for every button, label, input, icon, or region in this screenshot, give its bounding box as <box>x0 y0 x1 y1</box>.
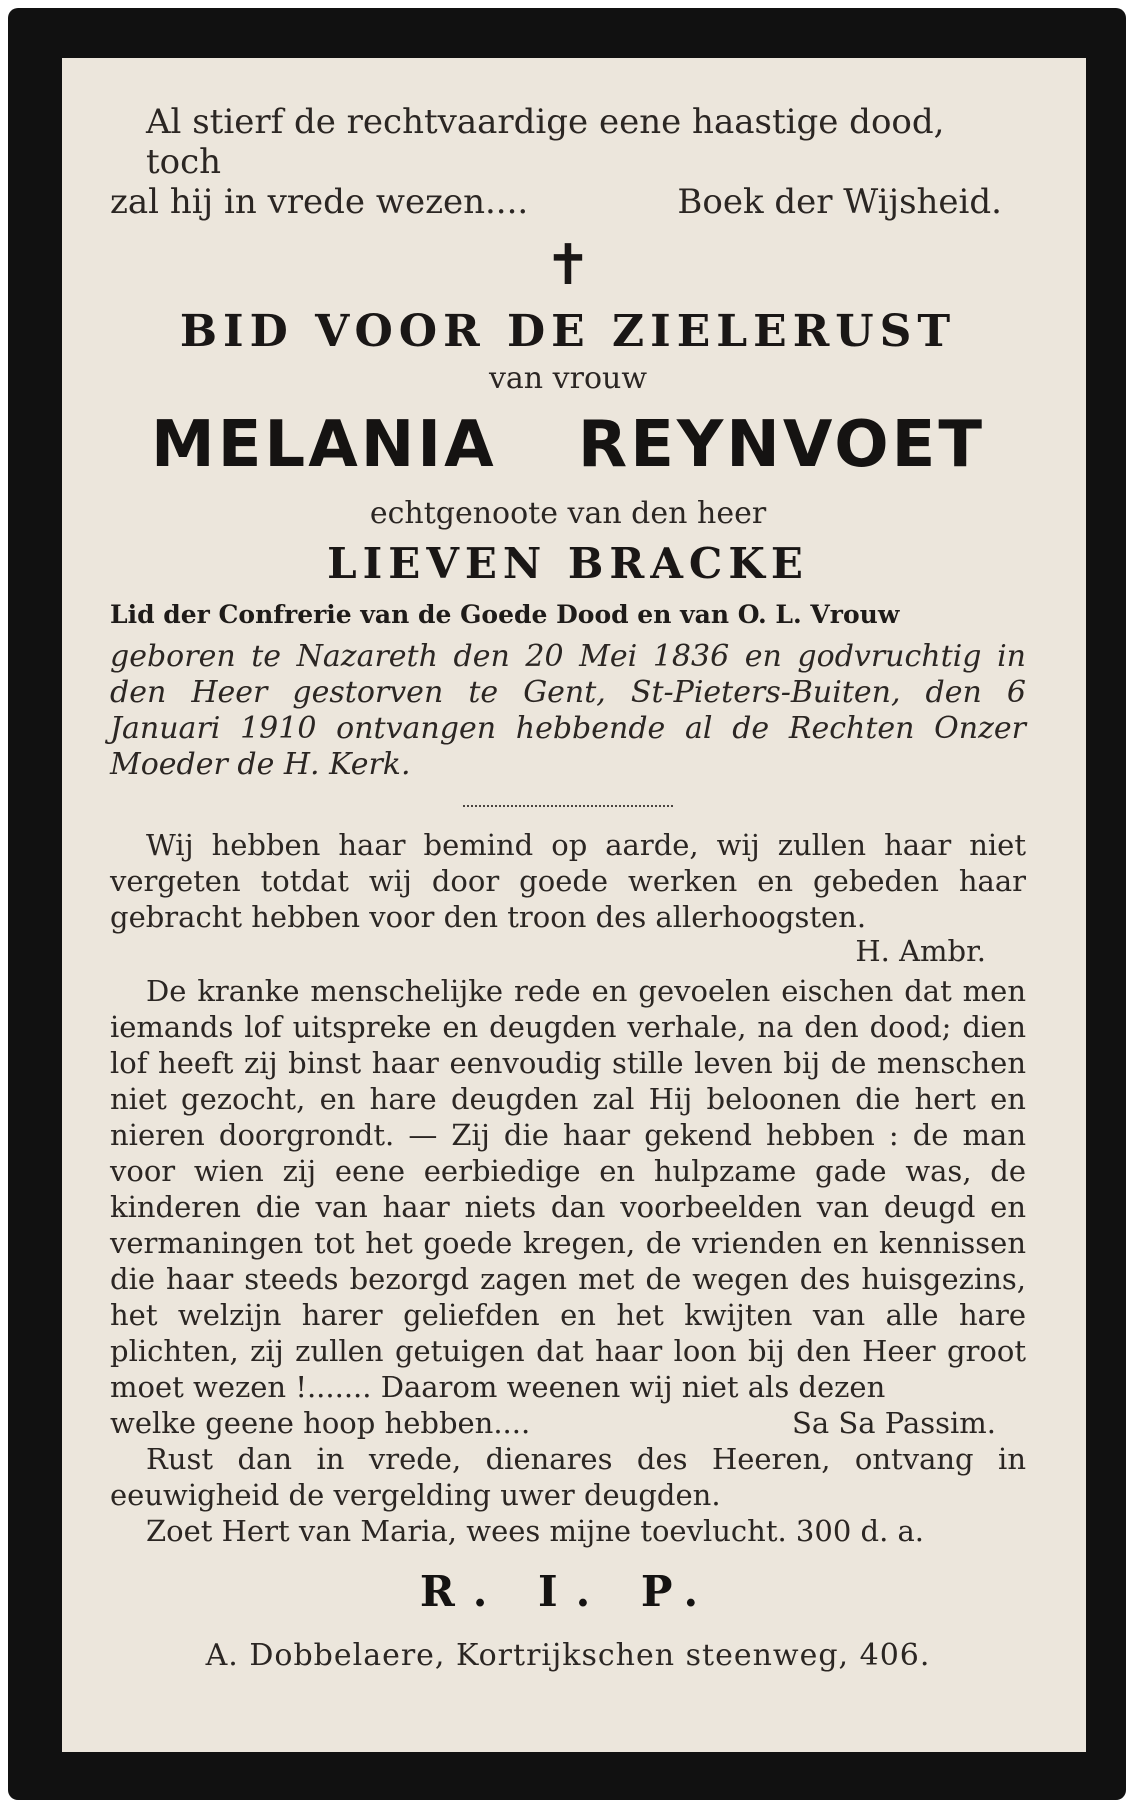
spouse-name: LIEVEN BRACKE <box>327 539 809 588</box>
quote-ambrose-source: H. Ambr. <box>855 934 986 968</box>
epigraph-line-1: Al stierf de rechtvaardige eene haastige dood, toch <box>146 102 945 182</box>
prayer-heading: BID VOOR DE ZIELERUST <box>179 306 957 357</box>
paragraph-virtues-source: Sa Sa Passim. <box>791 1406 996 1440</box>
deceased-last-name: REYNVOET <box>577 408 985 482</box>
rip-inscription: R. I. P. <box>419 1567 717 1616</box>
paragraph-virtues: De kranke menschelijke rede en gevoelen eischen dat men iemands lof uitspreke en deugden verhale, na den dood; dien lof heeft zij binst haar eenvoudig stille leven bij de menschen niet gezocht, en hare deugden zal Hij beloonen die hert en nieren doorgrondt. — Zij die haar gekend hebben : de man voor wien zij eene eerbiedige en hulpzame gade was, de kinderen die van haar niets dan voorbeelden van deugd en vermaningen tot het goede kregen, de vrienden en kennissen die haar steeds bezorgd zagen met de wegen des huisgezins, het welzijn harer geliefden en het kwijten van alle hare plichten, zij zullen getuigen dat haar loon bij den Heer groot moet wezen !....... Daarom weenen wij niet als dezen <box>110 974 1026 1404</box>
of-wife-label: van vrouw <box>488 361 648 396</box>
biography: geboren te Nazareth den 20 Mei 1836 en godvruchtig in den Heer gestorven te Gent, St-Pieters-Buiten, den 6 Januari 1910 ontvangen hebbende al de Rechten Onzer Moeder de H. Kerk. <box>110 639 1026 782</box>
printer-imprint: A. Dobbelaere, Kortrijkschen steenweg, 406. <box>205 1638 931 1673</box>
memorial-card-border <box>8 8 1126 1800</box>
deceased-first-name: MELANIA <box>151 408 497 482</box>
spouse-intro: echtgenoote van den heer <box>369 496 767 531</box>
paragraph-virtues-last-line: welke geene hoop hebben.... <box>110 1406 531 1440</box>
prayer-heart-of-mary: Zoet Hert van Maria, wees mijne toevlucht. 300 d. a. <box>146 1514 925 1548</box>
quote-ambrose: Wij hebben haar bemind op aarde, wij zullen haar niet vergeten totdat wij door goede werken en gebeden haar gebracht hebben voor den troon des allerhoogsten. <box>110 828 1026 934</box>
cross-icon: ✝ <box>544 233 592 298</box>
memorial-card-paper <box>62 58 1086 1752</box>
epigraph <box>110 102 1026 222</box>
epigraph-source: Boek der Wijsheid. <box>677 182 1002 222</box>
epigraph-line-2: zal hij in vrede wezen.... <box>110 182 529 222</box>
deceased-name <box>110 408 1026 482</box>
dotted-divider <box>463 805 673 807</box>
membership-line: Lid der Confrerie van de Goede Dood en van O. L. Vrouw <box>110 600 900 629</box>
prayer-rest: Rust dan in vrede, dienares des Heeren, ontvang in eeuwigheid de vergelding uwer deugden. <box>110 1442 1026 1512</box>
